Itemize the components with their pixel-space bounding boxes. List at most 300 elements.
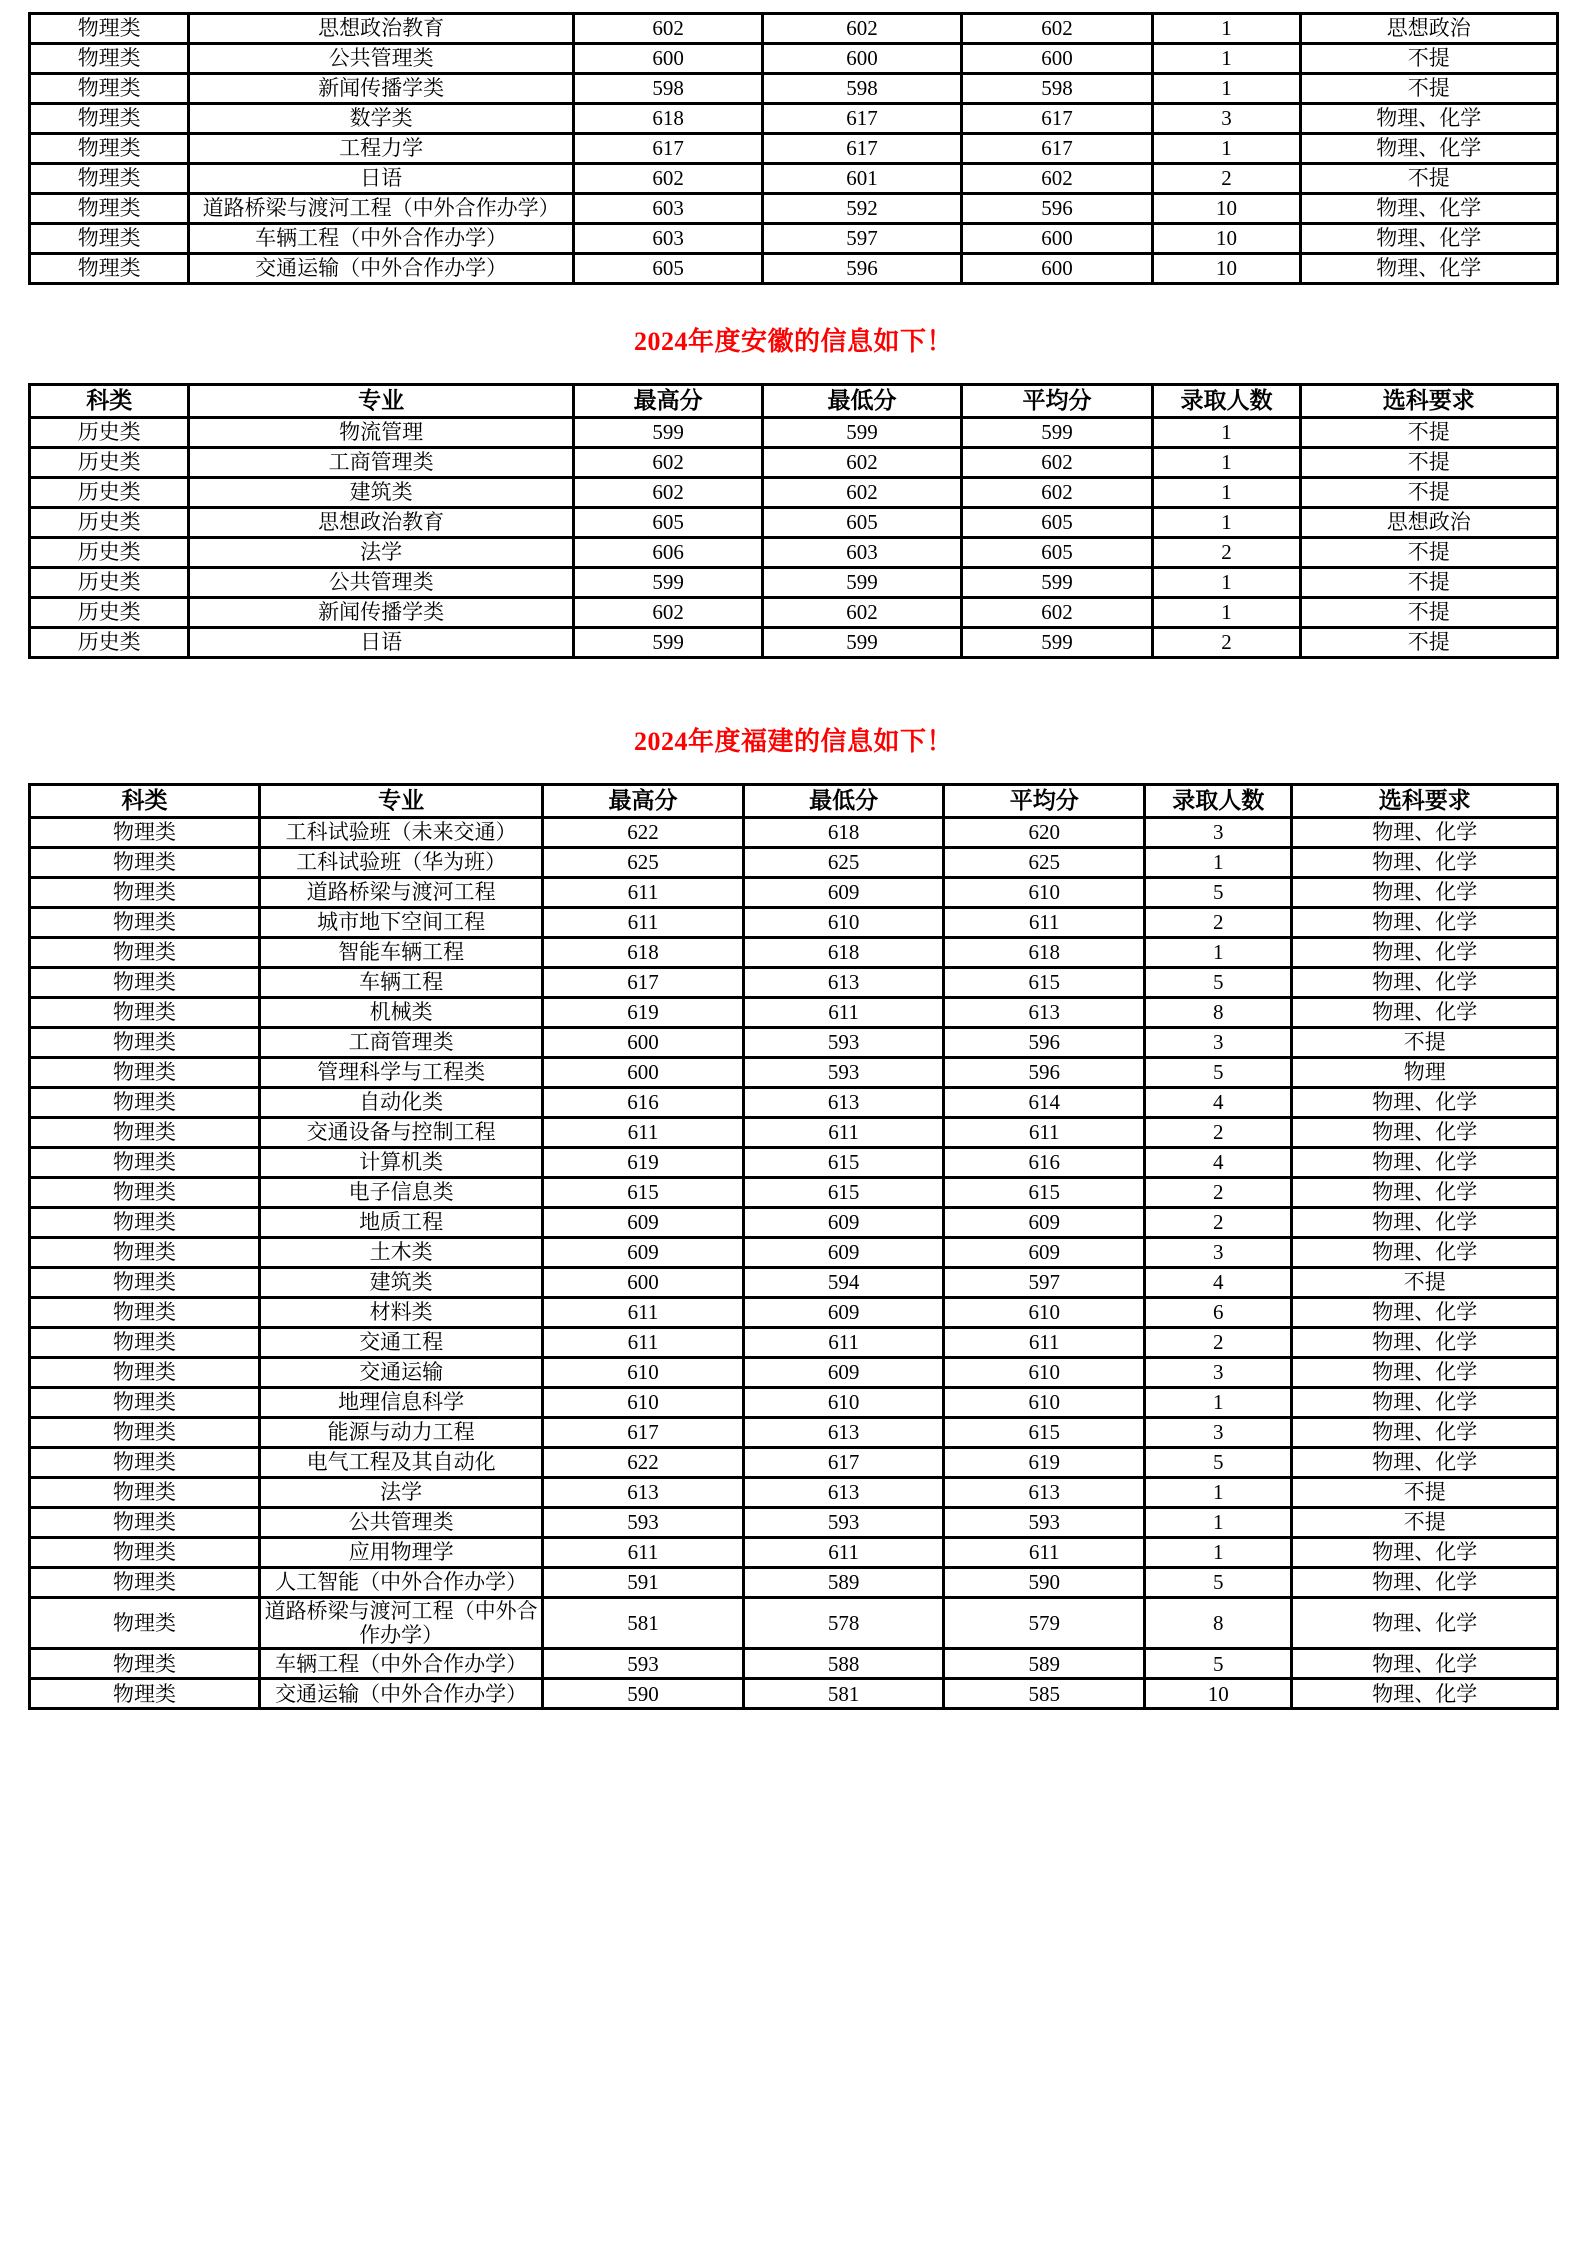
cell-highest-score: 610 bbox=[543, 1388, 744, 1418]
cell-lowest-score: 609 bbox=[743, 1208, 944, 1238]
cell-subject-requirement: 物理、化学 bbox=[1292, 1598, 1558, 1649]
cell-highest-score: 611 bbox=[543, 908, 744, 938]
table-row bbox=[30, 44, 1558, 74]
cell-subject-category: 物理类 bbox=[30, 878, 260, 908]
table-row bbox=[30, 164, 1558, 194]
cell-lowest-score: 610 bbox=[743, 1388, 944, 1418]
cell-major-name: 工商管理类 bbox=[260, 1028, 543, 1058]
table-header bbox=[30, 385, 1558, 418]
table-row bbox=[30, 818, 1558, 848]
cell-major-name: 法学 bbox=[260, 1478, 543, 1508]
cell-major-name: 公共管理类 bbox=[260, 1508, 543, 1538]
cell-lowest-score: 581 bbox=[743, 1679, 944, 1709]
cell-lowest-score: 610 bbox=[743, 908, 944, 938]
cell-admitted-count: 3 bbox=[1144, 1028, 1291, 1058]
cell-major-name: 能源与动力工程 bbox=[260, 1418, 543, 1448]
cell-subject-category: 物理类 bbox=[30, 1328, 260, 1358]
cell-lowest-score: 599 bbox=[763, 628, 961, 658]
cell-highest-score: 618 bbox=[573, 104, 762, 134]
table-row bbox=[30, 568, 1558, 598]
table-row bbox=[30, 598, 1558, 628]
cell-average-score: 605 bbox=[961, 538, 1153, 568]
cell-lowest-score: 615 bbox=[743, 1148, 944, 1178]
cell-subject-category: 物理类 bbox=[30, 1418, 260, 1448]
cell-subject-category: 物理类 bbox=[30, 1148, 260, 1178]
cell-subject-requirement: 物理、化学 bbox=[1292, 1328, 1558, 1358]
cell-admitted-count: 1 bbox=[1144, 848, 1291, 878]
cell-lowest-score: 593 bbox=[743, 1058, 944, 1088]
cell-subject-category: 物理类 bbox=[30, 1268, 260, 1298]
cell-average-score: 615 bbox=[944, 1418, 1145, 1448]
cell-subject-category: 物理类 bbox=[30, 1478, 260, 1508]
table-body bbox=[30, 818, 1558, 1709]
column-header-subject-requirement: 选科要求 bbox=[1292, 785, 1558, 818]
table-row bbox=[30, 1568, 1558, 1598]
cell-lowest-score: 613 bbox=[743, 968, 944, 998]
cell-highest-score: 605 bbox=[573, 254, 762, 284]
table-row bbox=[30, 1388, 1558, 1418]
cell-average-score: 609 bbox=[944, 1208, 1145, 1238]
cell-highest-score: 602 bbox=[573, 598, 762, 628]
cell-subject-category: 物理类 bbox=[30, 164, 189, 194]
cell-highest-score: 606 bbox=[573, 538, 762, 568]
cell-average-score: 615 bbox=[944, 1178, 1145, 1208]
cell-lowest-score: 592 bbox=[763, 194, 961, 224]
cell-average-score: 613 bbox=[944, 998, 1145, 1028]
cell-lowest-score: 593 bbox=[743, 1028, 944, 1058]
gap-after-anhui-table bbox=[28, 659, 1559, 729]
cell-major-name: 电子信息类 bbox=[260, 1178, 543, 1208]
cell-subject-category: 物理类 bbox=[30, 1568, 260, 1598]
cell-highest-score: 600 bbox=[573, 44, 762, 74]
cell-highest-score: 605 bbox=[573, 508, 762, 538]
cell-average-score: 611 bbox=[944, 1328, 1145, 1358]
cell-subject-requirement: 物理、化学 bbox=[1292, 908, 1558, 938]
cell-highest-score: 599 bbox=[573, 628, 762, 658]
cell-subject-requirement: 物理、化学 bbox=[1300, 194, 1558, 224]
cell-average-score: 599 bbox=[961, 418, 1153, 448]
cell-subject-category: 物理类 bbox=[30, 44, 189, 74]
cell-admitted-count: 1 bbox=[1144, 938, 1291, 968]
table-body bbox=[30, 418, 1558, 658]
cell-average-score: 611 bbox=[944, 1538, 1145, 1568]
cell-average-score: 617 bbox=[961, 104, 1153, 134]
table-row bbox=[30, 254, 1558, 284]
table-row bbox=[30, 1298, 1558, 1328]
cell-major-name: 交通设备与控制工程 bbox=[260, 1118, 543, 1148]
table-row bbox=[30, 448, 1558, 478]
cell-highest-score: 598 bbox=[573, 74, 762, 104]
table-row bbox=[30, 938, 1558, 968]
cell-subject-category: 物理类 bbox=[30, 74, 189, 104]
cell-subject-category: 物理类 bbox=[30, 1298, 260, 1328]
cell-major-name: 新闻传播学类 bbox=[189, 74, 574, 104]
cell-subject-requirement: 物理、化学 bbox=[1292, 968, 1558, 998]
column-header-average-score: 平均分 bbox=[961, 385, 1153, 418]
cell-subject-requirement: 不提 bbox=[1300, 74, 1558, 104]
cell-admitted-count: 1 bbox=[1153, 418, 1300, 448]
cell-major-name: 车辆工程（中外合作办学） bbox=[260, 1649, 543, 1679]
cell-lowest-score: 603 bbox=[763, 538, 961, 568]
cell-lowest-score: 611 bbox=[743, 1538, 944, 1568]
cell-highest-score: 611 bbox=[543, 878, 744, 908]
cell-average-score: 610 bbox=[944, 1298, 1145, 1328]
cell-average-score: 579 bbox=[944, 1598, 1145, 1649]
cell-admitted-count: 1 bbox=[1153, 74, 1300, 104]
cell-admitted-count: 5 bbox=[1144, 1448, 1291, 1478]
cell-subject-requirement: 不提 bbox=[1300, 418, 1558, 448]
cell-admitted-count: 4 bbox=[1144, 1148, 1291, 1178]
cell-major-name: 材料类 bbox=[260, 1298, 543, 1328]
table-row bbox=[30, 998, 1558, 1028]
column-header-highest-score: 最高分 bbox=[573, 385, 762, 418]
table-row bbox=[30, 1508, 1558, 1538]
cell-subject-category: 物理类 bbox=[30, 908, 260, 938]
cell-major-name: 应用物理学 bbox=[260, 1538, 543, 1568]
cell-subject-requirement: 物理、化学 bbox=[1292, 998, 1558, 1028]
cell-subject-category: 物理类 bbox=[30, 1358, 260, 1388]
cell-major-name: 工科试验班（未来交通） bbox=[260, 818, 543, 848]
cell-lowest-score: 617 bbox=[743, 1448, 944, 1478]
cell-subject-category: 物理类 bbox=[30, 1649, 260, 1679]
cell-lowest-score: 602 bbox=[763, 598, 961, 628]
cell-major-name: 机械类 bbox=[260, 998, 543, 1028]
cell-average-score: 590 bbox=[944, 1568, 1145, 1598]
section-title-anhui: 2024年度安徽的信息如下！ bbox=[633, 327, 953, 356]
cell-lowest-score: 605 bbox=[763, 508, 961, 538]
cell-lowest-score: 618 bbox=[743, 818, 944, 848]
cell-highest-score: 617 bbox=[573, 134, 762, 164]
cell-subject-requirement: 不提 bbox=[1292, 1268, 1558, 1298]
cell-admitted-count: 1 bbox=[1153, 134, 1300, 164]
cell-subject-category: 历史类 bbox=[30, 628, 189, 658]
cell-major-name: 工程力学 bbox=[189, 134, 574, 164]
cell-average-score: 613 bbox=[944, 1478, 1145, 1508]
cell-subject-requirement: 物理、化学 bbox=[1292, 1388, 1558, 1418]
cell-subject-category: 历史类 bbox=[30, 538, 189, 568]
admission-table-fujian bbox=[28, 783, 1559, 1710]
cell-average-score: 602 bbox=[961, 598, 1153, 628]
cell-admitted-count: 5 bbox=[1144, 1568, 1291, 1598]
cell-lowest-score: 625 bbox=[743, 848, 944, 878]
cell-admitted-count: 2 bbox=[1144, 1208, 1291, 1238]
cell-major-name: 电气工程及其自动化 bbox=[260, 1448, 543, 1478]
cell-subject-requirement: 物理、化学 bbox=[1292, 1148, 1558, 1178]
cell-lowest-score: 609 bbox=[743, 1238, 944, 1268]
cell-admitted-count: 8 bbox=[1144, 998, 1291, 1028]
cell-subject-category: 物理类 bbox=[30, 1058, 260, 1088]
cell-subject-requirement: 物理、化学 bbox=[1292, 1679, 1558, 1709]
cell-average-score: 598 bbox=[961, 74, 1153, 104]
cell-highest-score: 619 bbox=[543, 1148, 744, 1178]
cell-highest-score: 593 bbox=[543, 1649, 744, 1679]
cell-subject-requirement: 不提 bbox=[1300, 538, 1558, 568]
cell-admitted-count: 5 bbox=[1144, 1058, 1291, 1088]
cell-average-score: 611 bbox=[944, 1118, 1145, 1148]
cell-lowest-score: 615 bbox=[743, 1178, 944, 1208]
gap-under-anhui-title bbox=[28, 355, 1559, 383]
cell-subject-requirement: 物理、化学 bbox=[1292, 818, 1558, 848]
cell-subject-category: 历史类 bbox=[30, 418, 189, 448]
cell-lowest-score: 589 bbox=[743, 1568, 944, 1598]
column-header-major-name: 专业 bbox=[260, 785, 543, 818]
cell-admitted-count: 3 bbox=[1144, 1418, 1291, 1448]
cell-lowest-score: 609 bbox=[743, 1358, 944, 1388]
cell-major-name: 交通运输 bbox=[260, 1358, 543, 1388]
cell-average-score: 602 bbox=[961, 478, 1153, 508]
cell-average-score: 589 bbox=[944, 1649, 1145, 1679]
cell-highest-score: 625 bbox=[543, 848, 744, 878]
cell-major-name: 交通运输（中外合作办学） bbox=[189, 254, 574, 284]
table-row bbox=[30, 968, 1558, 998]
cell-average-score: 599 bbox=[961, 628, 1153, 658]
cell-average-score: 616 bbox=[944, 1148, 1145, 1178]
table-row bbox=[30, 1418, 1558, 1448]
cell-average-score: 620 bbox=[944, 818, 1145, 848]
cell-subject-requirement: 物理、化学 bbox=[1292, 1649, 1558, 1679]
cell-average-score: 596 bbox=[961, 194, 1153, 224]
cell-average-score: 600 bbox=[961, 224, 1153, 254]
cell-subject-category: 物理类 bbox=[30, 938, 260, 968]
cell-admitted-count: 4 bbox=[1144, 1088, 1291, 1118]
cell-highest-score: 613 bbox=[543, 1478, 744, 1508]
cell-average-score: 614 bbox=[944, 1088, 1145, 1118]
cell-major-name: 思想政治教育 bbox=[189, 14, 574, 44]
cell-admitted-count: 8 bbox=[1144, 1598, 1291, 1649]
cell-subject-requirement: 物理、化学 bbox=[1292, 848, 1558, 878]
cell-subject-category: 物理类 bbox=[30, 1028, 260, 1058]
cell-highest-score: 611 bbox=[543, 1328, 744, 1358]
cell-subject-requirement: 思想政治 bbox=[1300, 508, 1558, 538]
table-row bbox=[30, 1598, 1558, 1649]
cell-major-name: 地理信息科学 bbox=[260, 1388, 543, 1418]
cell-highest-score: 602 bbox=[573, 164, 762, 194]
cell-subject-requirement: 物理、化学 bbox=[1300, 104, 1558, 134]
cell-subject-requirement: 物理、化学 bbox=[1292, 1448, 1558, 1478]
cell-major-name: 思想政治教育 bbox=[189, 508, 574, 538]
cell-average-score: 605 bbox=[961, 508, 1153, 538]
cell-subject-category: 物理类 bbox=[30, 1388, 260, 1418]
cell-subject-category: 物理类 bbox=[30, 1178, 260, 1208]
cell-highest-score: 617 bbox=[543, 1418, 744, 1448]
cell-subject-requirement: 物理、化学 bbox=[1292, 1568, 1558, 1598]
table-row bbox=[30, 134, 1558, 164]
cell-major-name: 交通工程 bbox=[260, 1328, 543, 1358]
cell-lowest-score: 601 bbox=[763, 164, 961, 194]
cell-admitted-count: 1 bbox=[1153, 508, 1300, 538]
table-row bbox=[30, 224, 1558, 254]
cell-admitted-count: 10 bbox=[1153, 224, 1300, 254]
cell-admitted-count: 3 bbox=[1144, 1238, 1291, 1268]
cell-highest-score: 600 bbox=[543, 1268, 744, 1298]
cell-major-name: 计算机类 bbox=[260, 1148, 543, 1178]
cell-major-name: 物流管理 bbox=[189, 418, 574, 448]
table-row bbox=[30, 508, 1558, 538]
cell-subject-category: 物理类 bbox=[30, 1508, 260, 1538]
cell-subject-requirement: 不提 bbox=[1300, 164, 1558, 194]
cell-lowest-score: 613 bbox=[743, 1478, 944, 1508]
cell-major-name: 人工智能（中外合作办学） bbox=[260, 1568, 543, 1598]
cell-highest-score: 593 bbox=[543, 1508, 744, 1538]
cell-highest-score: 603 bbox=[573, 194, 762, 224]
cell-major-name: 地质工程 bbox=[260, 1208, 543, 1238]
cell-lowest-score: 613 bbox=[743, 1418, 944, 1448]
cell-subject-requirement: 不提 bbox=[1292, 1508, 1558, 1538]
cell-lowest-score: 602 bbox=[763, 14, 961, 44]
cell-subject-category: 物理类 bbox=[30, 1679, 260, 1709]
cell-admitted-count: 10 bbox=[1144, 1679, 1291, 1709]
cell-highest-score: 618 bbox=[543, 938, 744, 968]
table-row bbox=[30, 1058, 1558, 1088]
cell-average-score: 617 bbox=[961, 134, 1153, 164]
cell-highest-score: 617 bbox=[543, 968, 744, 998]
top-spacer bbox=[28, 0, 1559, 12]
column-header-lowest-score: 最低分 bbox=[763, 385, 961, 418]
cell-admitted-count: 2 bbox=[1144, 908, 1291, 938]
cell-major-name: 城市地下空间工程 bbox=[260, 908, 543, 938]
cell-subject-category: 物理类 bbox=[30, 1538, 260, 1568]
cell-subject-requirement: 物理、化学 bbox=[1292, 1418, 1558, 1448]
cell-admitted-count: 5 bbox=[1144, 968, 1291, 998]
table-row bbox=[30, 14, 1558, 44]
cell-lowest-score: 600 bbox=[763, 44, 961, 74]
cell-admitted-count: 1 bbox=[1153, 568, 1300, 598]
cell-subject-requirement: 物理、化学 bbox=[1292, 1178, 1558, 1208]
cell-major-name: 道路桥梁与渡河工程（中外合作办学） bbox=[260, 1598, 543, 1649]
cell-subject-requirement: 物理、化学 bbox=[1300, 134, 1558, 164]
table-row bbox=[30, 1238, 1558, 1268]
cell-highest-score: 599 bbox=[573, 418, 762, 448]
cell-lowest-score: 598 bbox=[763, 74, 961, 104]
cell-subject-requirement: 物理、化学 bbox=[1292, 1118, 1558, 1148]
cell-subject-category: 物理类 bbox=[30, 1118, 260, 1148]
cell-average-score: 597 bbox=[944, 1268, 1145, 1298]
cell-average-score: 602 bbox=[961, 14, 1153, 44]
cell-major-name: 自动化类 bbox=[260, 1088, 543, 1118]
cell-subject-requirement: 物理、化学 bbox=[1292, 938, 1558, 968]
cell-admitted-count: 1 bbox=[1153, 598, 1300, 628]
cell-major-name: 道路桥梁与渡河工程（中外合作办学） bbox=[189, 194, 574, 224]
cell-admitted-count: 5 bbox=[1144, 1649, 1291, 1679]
cell-average-score: 610 bbox=[944, 1358, 1145, 1388]
cell-average-score: 615 bbox=[944, 968, 1145, 998]
cell-lowest-score: 609 bbox=[743, 1298, 944, 1328]
cell-highest-score: 622 bbox=[543, 818, 744, 848]
table-header-row bbox=[30, 385, 1558, 418]
cell-subject-category: 历史类 bbox=[30, 508, 189, 538]
cell-admitted-count: 5 bbox=[1144, 878, 1291, 908]
cell-subject-requirement: 不提 bbox=[1292, 1028, 1558, 1058]
cell-subject-category: 物理类 bbox=[30, 1598, 260, 1649]
cell-subject-category: 物理类 bbox=[30, 1448, 260, 1478]
cell-major-name: 车辆工程（中外合作办学） bbox=[189, 224, 574, 254]
table-row bbox=[30, 1649, 1558, 1679]
cell-subject-category: 物理类 bbox=[30, 1208, 260, 1238]
cell-subject-category: 物理类 bbox=[30, 998, 260, 1028]
table-row bbox=[30, 478, 1558, 508]
column-header-major-name: 专业 bbox=[189, 385, 574, 418]
cell-average-score: 596 bbox=[944, 1058, 1145, 1088]
cell-subject-requirement: 物理、化学 bbox=[1292, 1088, 1558, 1118]
cell-admitted-count: 1 bbox=[1144, 1388, 1291, 1418]
cell-lowest-score: 597 bbox=[763, 224, 961, 254]
cell-lowest-score: 602 bbox=[763, 448, 961, 478]
cell-average-score: 611 bbox=[944, 908, 1145, 938]
cell-lowest-score: 617 bbox=[763, 104, 961, 134]
cell-average-score: 625 bbox=[944, 848, 1145, 878]
cell-admitted-count: 2 bbox=[1153, 164, 1300, 194]
cell-lowest-score: 599 bbox=[763, 568, 961, 598]
cell-admitted-count: 3 bbox=[1144, 818, 1291, 848]
cell-subject-category: 物理类 bbox=[30, 134, 189, 164]
gap-after-continued-table bbox=[28, 285, 1559, 329]
cell-highest-score: 611 bbox=[543, 1118, 744, 1148]
cell-admitted-count: 3 bbox=[1144, 1358, 1291, 1388]
cell-admitted-count: 10 bbox=[1153, 194, 1300, 224]
cell-subject-category: 历史类 bbox=[30, 478, 189, 508]
column-header-subject-requirement: 选科要求 bbox=[1300, 385, 1558, 418]
cell-subject-requirement: 物理、化学 bbox=[1292, 1298, 1558, 1328]
column-header-lowest-score: 最低分 bbox=[743, 785, 944, 818]
cell-major-name: 交通运输（中外合作办学） bbox=[260, 1679, 543, 1709]
cell-subject-category: 物理类 bbox=[30, 818, 260, 848]
table-row bbox=[30, 1478, 1558, 1508]
cell-admitted-count: 2 bbox=[1144, 1178, 1291, 1208]
section-title-fujian: 2024年度福建的信息如下！ bbox=[633, 727, 953, 756]
column-header-highest-score: 最高分 bbox=[543, 785, 744, 818]
cell-average-score: 619 bbox=[944, 1448, 1145, 1478]
cell-major-name: 日语 bbox=[189, 164, 574, 194]
cell-major-name: 工商管理类 bbox=[189, 448, 574, 478]
cell-subject-category: 物理类 bbox=[30, 224, 189, 254]
cell-subject-requirement: 不提 bbox=[1300, 568, 1558, 598]
table-header-row bbox=[30, 785, 1558, 818]
cell-lowest-score: 611 bbox=[743, 998, 944, 1028]
cell-major-name: 工科试验班（华为班） bbox=[260, 848, 543, 878]
cell-admitted-count: 1 bbox=[1153, 478, 1300, 508]
cell-lowest-score: 588 bbox=[743, 1649, 944, 1679]
cell-average-score: 596 bbox=[944, 1028, 1145, 1058]
table-row bbox=[30, 74, 1558, 104]
cell-major-name: 新闻传播学类 bbox=[189, 598, 574, 628]
cell-major-name: 智能车辆工程 bbox=[260, 938, 543, 968]
cell-subject-requirement: 物理、化学 bbox=[1292, 1238, 1558, 1268]
cell-subject-requirement: 物理、化学 bbox=[1300, 254, 1558, 284]
cell-major-name: 公共管理类 bbox=[189, 44, 574, 74]
cell-average-score: 593 bbox=[944, 1508, 1145, 1538]
table-row bbox=[30, 1448, 1558, 1478]
cell-major-name: 公共管理类 bbox=[189, 568, 574, 598]
cell-admitted-count: 6 bbox=[1144, 1298, 1291, 1328]
column-header-admitted-count: 录取人数 bbox=[1144, 785, 1291, 818]
cell-admitted-count: 2 bbox=[1144, 1328, 1291, 1358]
cell-subject-category: 物理类 bbox=[30, 1088, 260, 1118]
cell-subject-category: 历史类 bbox=[30, 448, 189, 478]
cell-admitted-count: 1 bbox=[1153, 448, 1300, 478]
cell-average-score: 609 bbox=[944, 1238, 1145, 1268]
cell-subject-category: 物理类 bbox=[30, 848, 260, 878]
cell-lowest-score: 578 bbox=[743, 1598, 944, 1649]
cell-subject-category: 物理类 bbox=[30, 254, 189, 284]
cell-admitted-count: 4 bbox=[1144, 1268, 1291, 1298]
cell-major-name: 建筑类 bbox=[260, 1268, 543, 1298]
table-row bbox=[30, 1088, 1558, 1118]
table-row bbox=[30, 628, 1558, 658]
cell-average-score: 602 bbox=[961, 448, 1153, 478]
cell-highest-score: 599 bbox=[573, 568, 762, 598]
cell-highest-score: 591 bbox=[543, 1568, 744, 1598]
cell-subject-requirement: 物理 bbox=[1292, 1058, 1558, 1088]
